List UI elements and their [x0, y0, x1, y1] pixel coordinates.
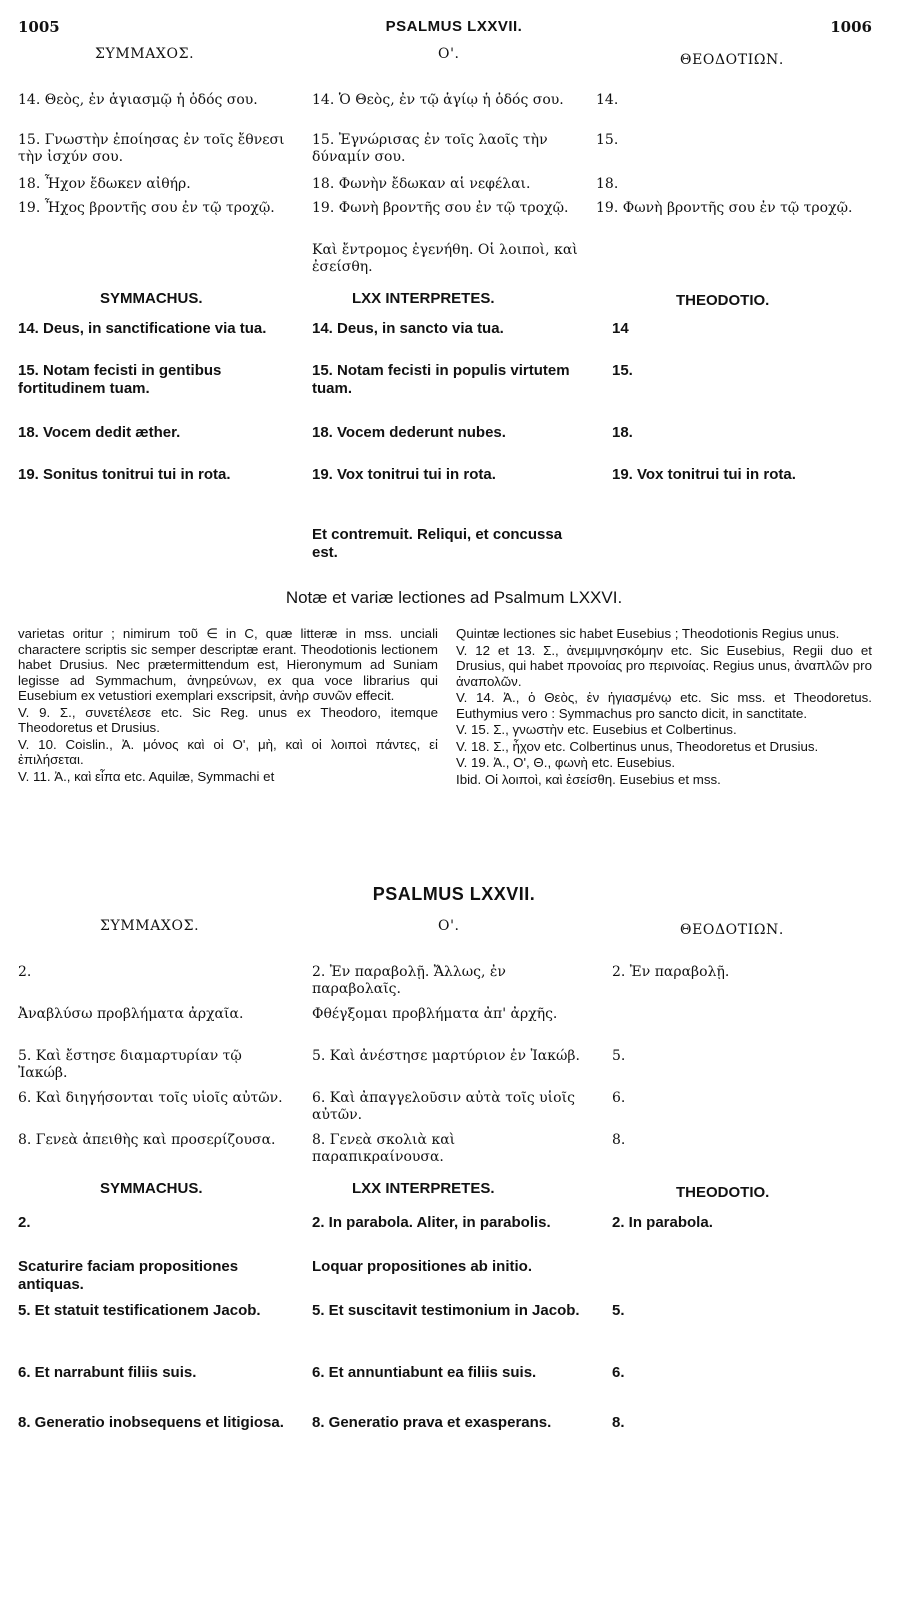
lat2-row-5-theod: 5.: [612, 1302, 625, 1319]
gr-row-18-lxx: 18. Φωνὴν ἔδωκαν αἱ νεφέλαι.: [312, 176, 531, 192]
gr2-row-2-theod: 2. Ἐν παραβολῇ.: [612, 964, 730, 980]
note-paragraph: Ibid. Οἱ λοιποὶ, καὶ ἐσείσθη. Eusebius et mss.: [456, 771, 721, 787]
lat2-row-8-theod: 8.: [612, 1414, 625, 1431]
lat-row-18-lxx: 18. Vocem dederunt nubes.: [312, 424, 506, 441]
lat-extra-lxx: Et contremuit. Reliqui, et concussa est.: [312, 526, 563, 561]
lat-row-14-theod: 14: [612, 320, 629, 337]
note-paragraph: V. 14. Ἀ., ὁ Θεὸς, ἐν ἡγιασμένῳ etc. Sic mss. et Theodoretus. Euthymius vero : Symmachus pro sancto dicit, in sanctitate.: [456, 690, 872, 721]
col-head-lxx-gr-2: O'.: [438, 918, 460, 934]
lat-row-19-sym: 19. Sonitus tonitrui tui in rota.: [18, 466, 231, 483]
lat2-row-3-sym: Scaturire faciam propositiones antiquas.: [18, 1258, 239, 1293]
lat2-row-8-sym: 8. Generatio inobsequens et litigiosa.: [18, 1414, 284, 1431]
lat-row-19-theod: 19. Vox tonitrui tui in rota.: [612, 466, 796, 483]
gr-row-15-sym: 15. Γνωστὴν ἐποίησας ἐν τοῖς ἔθνεσι τὴν ἰσχύν σου.: [18, 132, 285, 165]
col-head-theodotio-lat-2: THEODOTIO.: [676, 1184, 770, 1201]
gr2-row-6-lxx: 6. Καὶ ἀπαγγελοῦσιν αὐτὰ τοῖς υἱοῖς αὐτῶν.: [312, 1090, 575, 1123]
col-head-theodotion-gr-2: ΘΕΟΔΟΤΙΩΝ.: [680, 922, 784, 938]
lat2-row-2-sym: 2.: [18, 1214, 31, 1231]
gr-extra-lxx: Καὶ ἔντρομος ἐγενήθη. Οἱ λοιποὶ, καὶ ἐσείσθη.: [312, 242, 578, 275]
lat-row-15-lxx: 15. Notam fecisti in populis virtutem tuam.: [312, 362, 570, 397]
gr-row-15-lxx: 15. Ἐγνώρισας ἐν τοῖς λαοῖς τὴν δύναμίν σου.: [312, 132, 548, 165]
lat2-row-8-lxx: 8. Generatio prava et exasperans.: [312, 1414, 552, 1431]
page-number-right: 1006: [830, 18, 872, 36]
note-paragraph: Quintæ lectiones sic habet Eusebius ; Theodotionis Regius unus.: [456, 626, 840, 641]
col-head-symmachus-lat: SYMMACHUS.: [100, 290, 203, 307]
notes-title: Notæ et variæ lectiones ad Psalmum LXXVI.: [285, 588, 623, 607]
gr-row-19-lxx: 19. Φωνὴ βροντῆς σου ἐν τῷ τροχῷ.: [312, 200, 569, 216]
lat2-row-2-lxx: 2. In parabola. Aliter, in parabolis.: [312, 1214, 551, 1231]
lat2-row-6-sym: 6. Et narrabunt filiis suis.: [18, 1364, 197, 1381]
notes-left-column: [18, 626, 438, 785]
lat2-row-2-theod: 2. In parabola.: [612, 1214, 713, 1231]
lat-row-15-theod: 15.: [612, 362, 633, 379]
notes-right-column: [456, 626, 872, 788]
gr-row-15-theod: 15.: [596, 132, 619, 148]
gr-row-19-theod: 19. Φωνὴ βροντῆς σου ἐν τῷ τροχῷ.: [596, 200, 853, 216]
col-head-theodotion-gr: ΘΕΟΔΟΤΙΩΝ.: [680, 52, 784, 68]
lat2-row-5-sym: 5. Et statuit testificationem Jacob.: [18, 1302, 261, 1319]
page-number-left: 1005: [18, 18, 60, 36]
running-title: PSALMUS LXXVII.: [385, 18, 523, 35]
gr2-row-5-theod: 5.: [612, 1048, 626, 1064]
col-head-theodotio-lat: THEODOTIO.: [676, 292, 770, 309]
gr-row-18-sym: 18. Ἦχον ἔδωκεν αἰθήρ.: [18, 176, 191, 192]
gr2-row-6-sym: 6. Καὶ διηγήσονται τοῖς υἱοῖς αὐτῶν.: [18, 1090, 283, 1106]
col-head-lxx-lat: LXX INTERPRETES.: [352, 290, 495, 307]
gr2-row-3-sym: Ἀναβλύσω προβλήματα ἀρχαῖα.: [18, 1006, 244, 1022]
lat2-row-3-lxx: Loquar propositiones ab initio.: [312, 1258, 532, 1275]
col-head-symmachus-lat-2: SYMMACHUS.: [100, 1180, 203, 1197]
note-paragraph: V. 11. Ἀ., καὶ εἶπα etc. Aquilæ, Symmachi et: [18, 768, 275, 784]
note-paragraph: V. 10. Coislin., Ἀ. μόνος καὶ οἱ O', μὴ, καὶ οἱ λοιποὶ πάντες, εἰ ἐπιλήσεται.: [18, 736, 438, 767]
col-head-lxx-gr: O'.: [438, 46, 460, 62]
psalm-title: PSALMUS LXXVII.: [372, 884, 536, 904]
gr2-row-3-lxx: Φθέγξομαι προβλήματα ἀπ' ἀρχῆς.: [312, 1006, 558, 1022]
gr-row-14-lxx: 14. Ὁ Θεὸς, ἐν τῷ ἁγίῳ ἡ ὁδός σου.: [312, 92, 564, 108]
gr2-row-6-theod: 6.: [612, 1090, 626, 1106]
note-paragraph: V. 19. Ἀ., O', Θ., φωνὴ etc. Eusebius.: [456, 755, 676, 770]
gr2-row-8-lxx: 8. Γενεὰ σκολιὰ καὶ παραπικραίνουσα.: [312, 1132, 456, 1165]
gr2-row-8-theod: 8.: [612, 1132, 626, 1148]
lat-row-18-sym: 18. Vocem dedit æther.: [18, 424, 181, 441]
lat-row-14-sym: 14. Deus, in sanctificatione via tua.: [18, 320, 267, 337]
col-head-lxx-lat-2: LXX INTERPRETES.: [352, 1180, 495, 1197]
lat-row-19-lxx: 19. Vox tonitrui tui in rota.: [312, 466, 496, 483]
lat2-row-5-lxx: 5. Et suscitavit testimonium in Jacob.: [312, 1302, 580, 1319]
gr2-row-2-lxx: 2. Ἐν παραβολῇ. Ἄλλως, ἐν παραβολαῖς.: [312, 964, 506, 997]
gr-row-14-theod: 14.: [596, 92, 619, 108]
lat-row-18-theod: 18.: [612, 424, 633, 441]
gr2-row-5-lxx: 5. Καὶ ἀνέστησε μαρτύριον ἐν Ἰακώβ.: [312, 1048, 580, 1064]
note-paragraph: V. 15. Σ., γνωστὴν etc. Eusebius et Colbertinus.: [456, 722, 737, 737]
col-head-symmachus-gr-2: ΣΥΜΜΑΧΟΣ.: [100, 918, 200, 934]
lat-row-15-sym: 15. Notam fecisti in gentibus fortitudinem tuam.: [18, 362, 222, 397]
col-head-symmachus-gr: ΣΥΜΜΑΧΟΣ.: [95, 46, 195, 62]
note-paragraph: varietas oritur ; nimirum τοῦ ∈ in C, quæ litteræ in mss. unciali charactere scriptis sic semper descriptæ erant. Theodotionis lectionem habet Drusius. Nec prætermittendum est, Hieronymum ad Suniam legisse ad Symmachum, ἀνηρεύνων, ex qua voce librarius qui Eusebium ex vetustiori exemplari exscripsit, ἀνὴρ συνῶν effecit.: [18, 626, 438, 703]
gr-row-18-theod: 18.: [596, 176, 619, 192]
gr-row-14-sym: 14. Θεὸς, ἐν ἁγιασμῷ ἡ ὁδός σου.: [18, 92, 258, 108]
gr-row-19-sym: 19. Ἦχος βροντῆς σου ἐν τῷ τροχῷ.: [18, 200, 275, 216]
gr2-row-2-sym: 2.: [18, 964, 32, 980]
lat-row-14-lxx: 14. Deus, in sancto via tua.: [312, 320, 504, 337]
note-paragraph: V. 9. Σ., συνετέλεσε etc. Sic Reg. unus ex Theodoro, itemque Theodoretus et Drusius.: [18, 704, 438, 735]
note-paragraph: V. 18. Σ., ἦχον etc. Colbertinus unus, Theodoretus et Drusius.: [456, 738, 819, 754]
gr2-row-8-sym: 8. Γενεὰ ἀπειθὴς καὶ προσερίζουσα.: [18, 1132, 276, 1148]
lat2-row-6-theod: 6.: [612, 1364, 625, 1381]
lat2-row-6-lxx: 6. Et annuntiabunt ea filiis suis.: [312, 1364, 537, 1381]
gr2-row-5-sym: 5. Καὶ ἔστησε διαμαρτυρίαν τῷ Ἰακώβ.: [18, 1048, 242, 1081]
note-paragraph: V. 12 et 13. Σ., ἀνεμιμνησκόμην etc. Sic Eusebius, Regii duo et Drusius, qui habet προνοίας pro περινοίας. Regius unus, ἀναπλῶν pro ἀναπολῶν.: [456, 642, 872, 689]
